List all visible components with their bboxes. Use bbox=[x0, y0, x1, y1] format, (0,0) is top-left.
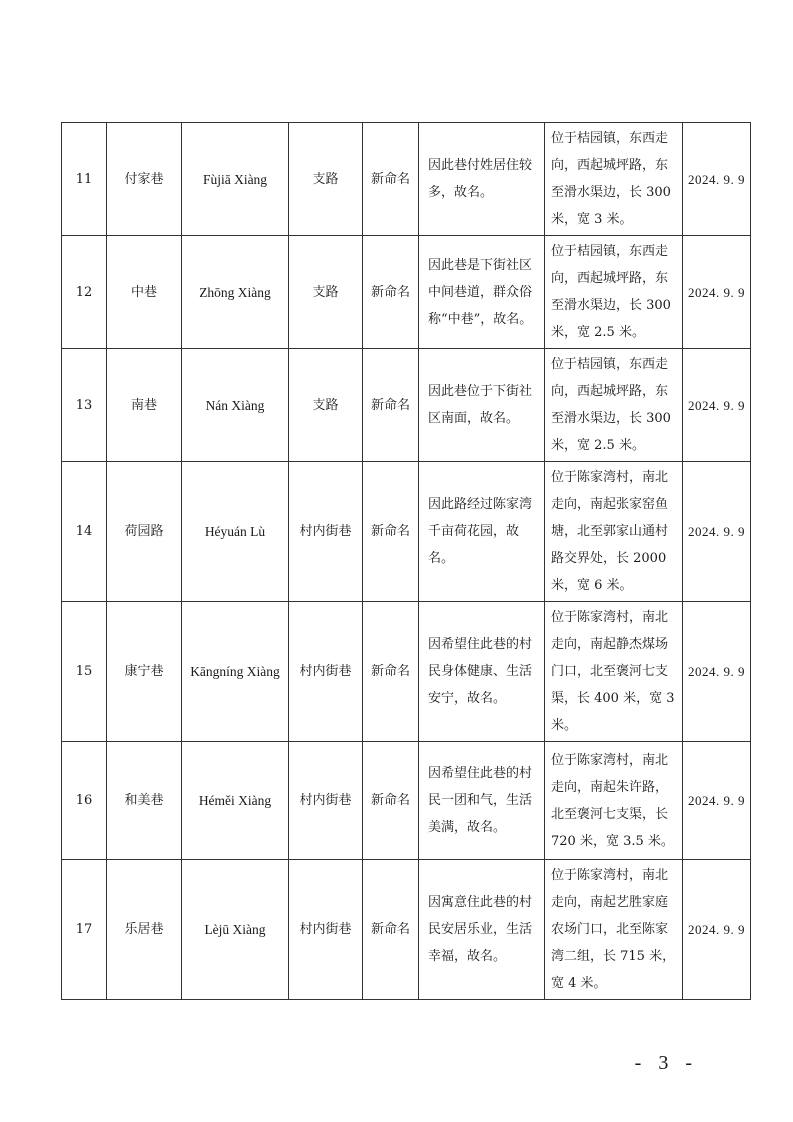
pinyin-name: Fùjiā Xiàng bbox=[182, 123, 289, 236]
pinyin-name: Kāngníng Xiàng bbox=[182, 602, 289, 742]
road-category: 支路 bbox=[289, 236, 363, 349]
row-number: 12 bbox=[62, 236, 107, 349]
approval-date: 2024. 9. 9 bbox=[683, 742, 751, 860]
road-category: 村内街巷 bbox=[289, 860, 363, 1000]
row-number: 17 bbox=[62, 860, 107, 1000]
name-meaning: 因此巷是下街社区中间巷道，群众俗称“中巷”，故名。 bbox=[419, 236, 545, 349]
location-description: 位于陈家湾村，南北走向，南起朱许路，北至褒河七支渠，长 720 米，宽 3.5 米。 bbox=[545, 742, 683, 860]
row-number: 14 bbox=[62, 462, 107, 602]
standard-name: 荷园路 bbox=[107, 462, 182, 602]
name-meaning: 因寓意住此巷的村民安居乐业，生活幸福，故名。 bbox=[419, 860, 545, 1000]
standard-name: 康宁巷 bbox=[107, 602, 182, 742]
location-description: 位于桔园镇，东西走向，西起城坪路，东至滑水渠边，长 300 米，宽 2.5 米。 bbox=[545, 236, 683, 349]
table-row bbox=[62, 236, 751, 349]
name-meaning: 因此路经过陈家湾千亩荷花园，故名。 bbox=[419, 462, 545, 602]
table-row bbox=[62, 462, 751, 602]
name-meaning: 因希望住此巷的村民一团和气，生活美满，故名。 bbox=[419, 742, 545, 860]
name-meaning: 因此巷付姓居住较多，故名。 bbox=[419, 123, 545, 236]
naming-type: 新命名 bbox=[363, 742, 419, 860]
standard-name: 中巷 bbox=[107, 236, 182, 349]
naming-type: 新命名 bbox=[363, 462, 419, 602]
approval-date: 2024. 9. 9 bbox=[683, 462, 751, 602]
place-names-table bbox=[61, 122, 751, 1000]
row-number: 16 bbox=[62, 742, 107, 860]
road-category: 村内街巷 bbox=[289, 462, 363, 602]
road-category: 支路 bbox=[289, 349, 363, 462]
name-meaning: 因希望住此巷的村民身体健康、生活安宁，故名。 bbox=[419, 602, 545, 742]
naming-type: 新命名 bbox=[363, 349, 419, 462]
standard-name: 付家巷 bbox=[107, 123, 182, 236]
road-category: 支路 bbox=[289, 123, 363, 236]
naming-type: 新命名 bbox=[363, 123, 419, 236]
pinyin-name: Lèjū Xiàng bbox=[182, 860, 289, 1000]
road-category: 村内街巷 bbox=[289, 602, 363, 742]
location-description: 位于陈家湾村，南北走向，南起张家窑鱼塘，北至郭家山通村路交界处，长 2000 米，宽 6 米。 bbox=[545, 462, 683, 602]
row-number: 15 bbox=[62, 602, 107, 742]
standard-name: 乐居巷 bbox=[107, 860, 182, 1000]
pinyin-name: Nán Xiàng bbox=[182, 349, 289, 462]
approval-date: 2024. 9. 9 bbox=[683, 602, 751, 742]
table-row bbox=[62, 123, 751, 236]
pinyin-name: Zhōng Xiàng bbox=[182, 236, 289, 349]
location-description: 位于桔园镇，东西走向，西起城坪路，东至滑水渠边，长 300 米，宽 3 米。 bbox=[545, 123, 683, 236]
location-description: 位于陈家湾村，南北走向，南起艺胜家庭农场门口，北至陈家湾二组，长 715 米，宽 4 米。 bbox=[545, 860, 683, 1000]
pinyin-name: Héyuán Lù bbox=[182, 462, 289, 602]
table-row bbox=[62, 742, 751, 860]
location-description: 位于桔园镇，东西走向，西起城坪路，东至滑水渠边，长 300 米，宽 2.5 米。 bbox=[545, 349, 683, 462]
pinyin-name: Héměi Xiàng bbox=[182, 742, 289, 860]
row-number: 13 bbox=[62, 349, 107, 462]
approval-date: 2024. 9. 9 bbox=[683, 860, 751, 1000]
naming-type: 新命名 bbox=[363, 860, 419, 1000]
standard-name: 南巷 bbox=[107, 349, 182, 462]
name-meaning: 因此巷位于下街社区南面，故名。 bbox=[419, 349, 545, 462]
naming-type: 新命名 bbox=[363, 602, 419, 742]
table-row bbox=[62, 860, 751, 1000]
road-category: 村内街巷 bbox=[289, 742, 363, 860]
location-description: 位于陈家湾村，南北走向，南起静杰煤场门口，北至褒河七支渠，长 400 米，宽 3 米。 bbox=[545, 602, 683, 742]
approval-date: 2024. 9. 9 bbox=[683, 123, 751, 236]
table-row bbox=[62, 349, 751, 462]
approval-date: 2024. 9. 9 bbox=[683, 236, 751, 349]
page-number: - 3 - bbox=[634, 1052, 698, 1074]
naming-type: 新命名 bbox=[363, 236, 419, 349]
row-number: 11 bbox=[62, 123, 107, 236]
approval-date: 2024. 9. 9 bbox=[683, 349, 751, 462]
table-row bbox=[62, 602, 751, 742]
standard-name: 和美巷 bbox=[107, 742, 182, 860]
